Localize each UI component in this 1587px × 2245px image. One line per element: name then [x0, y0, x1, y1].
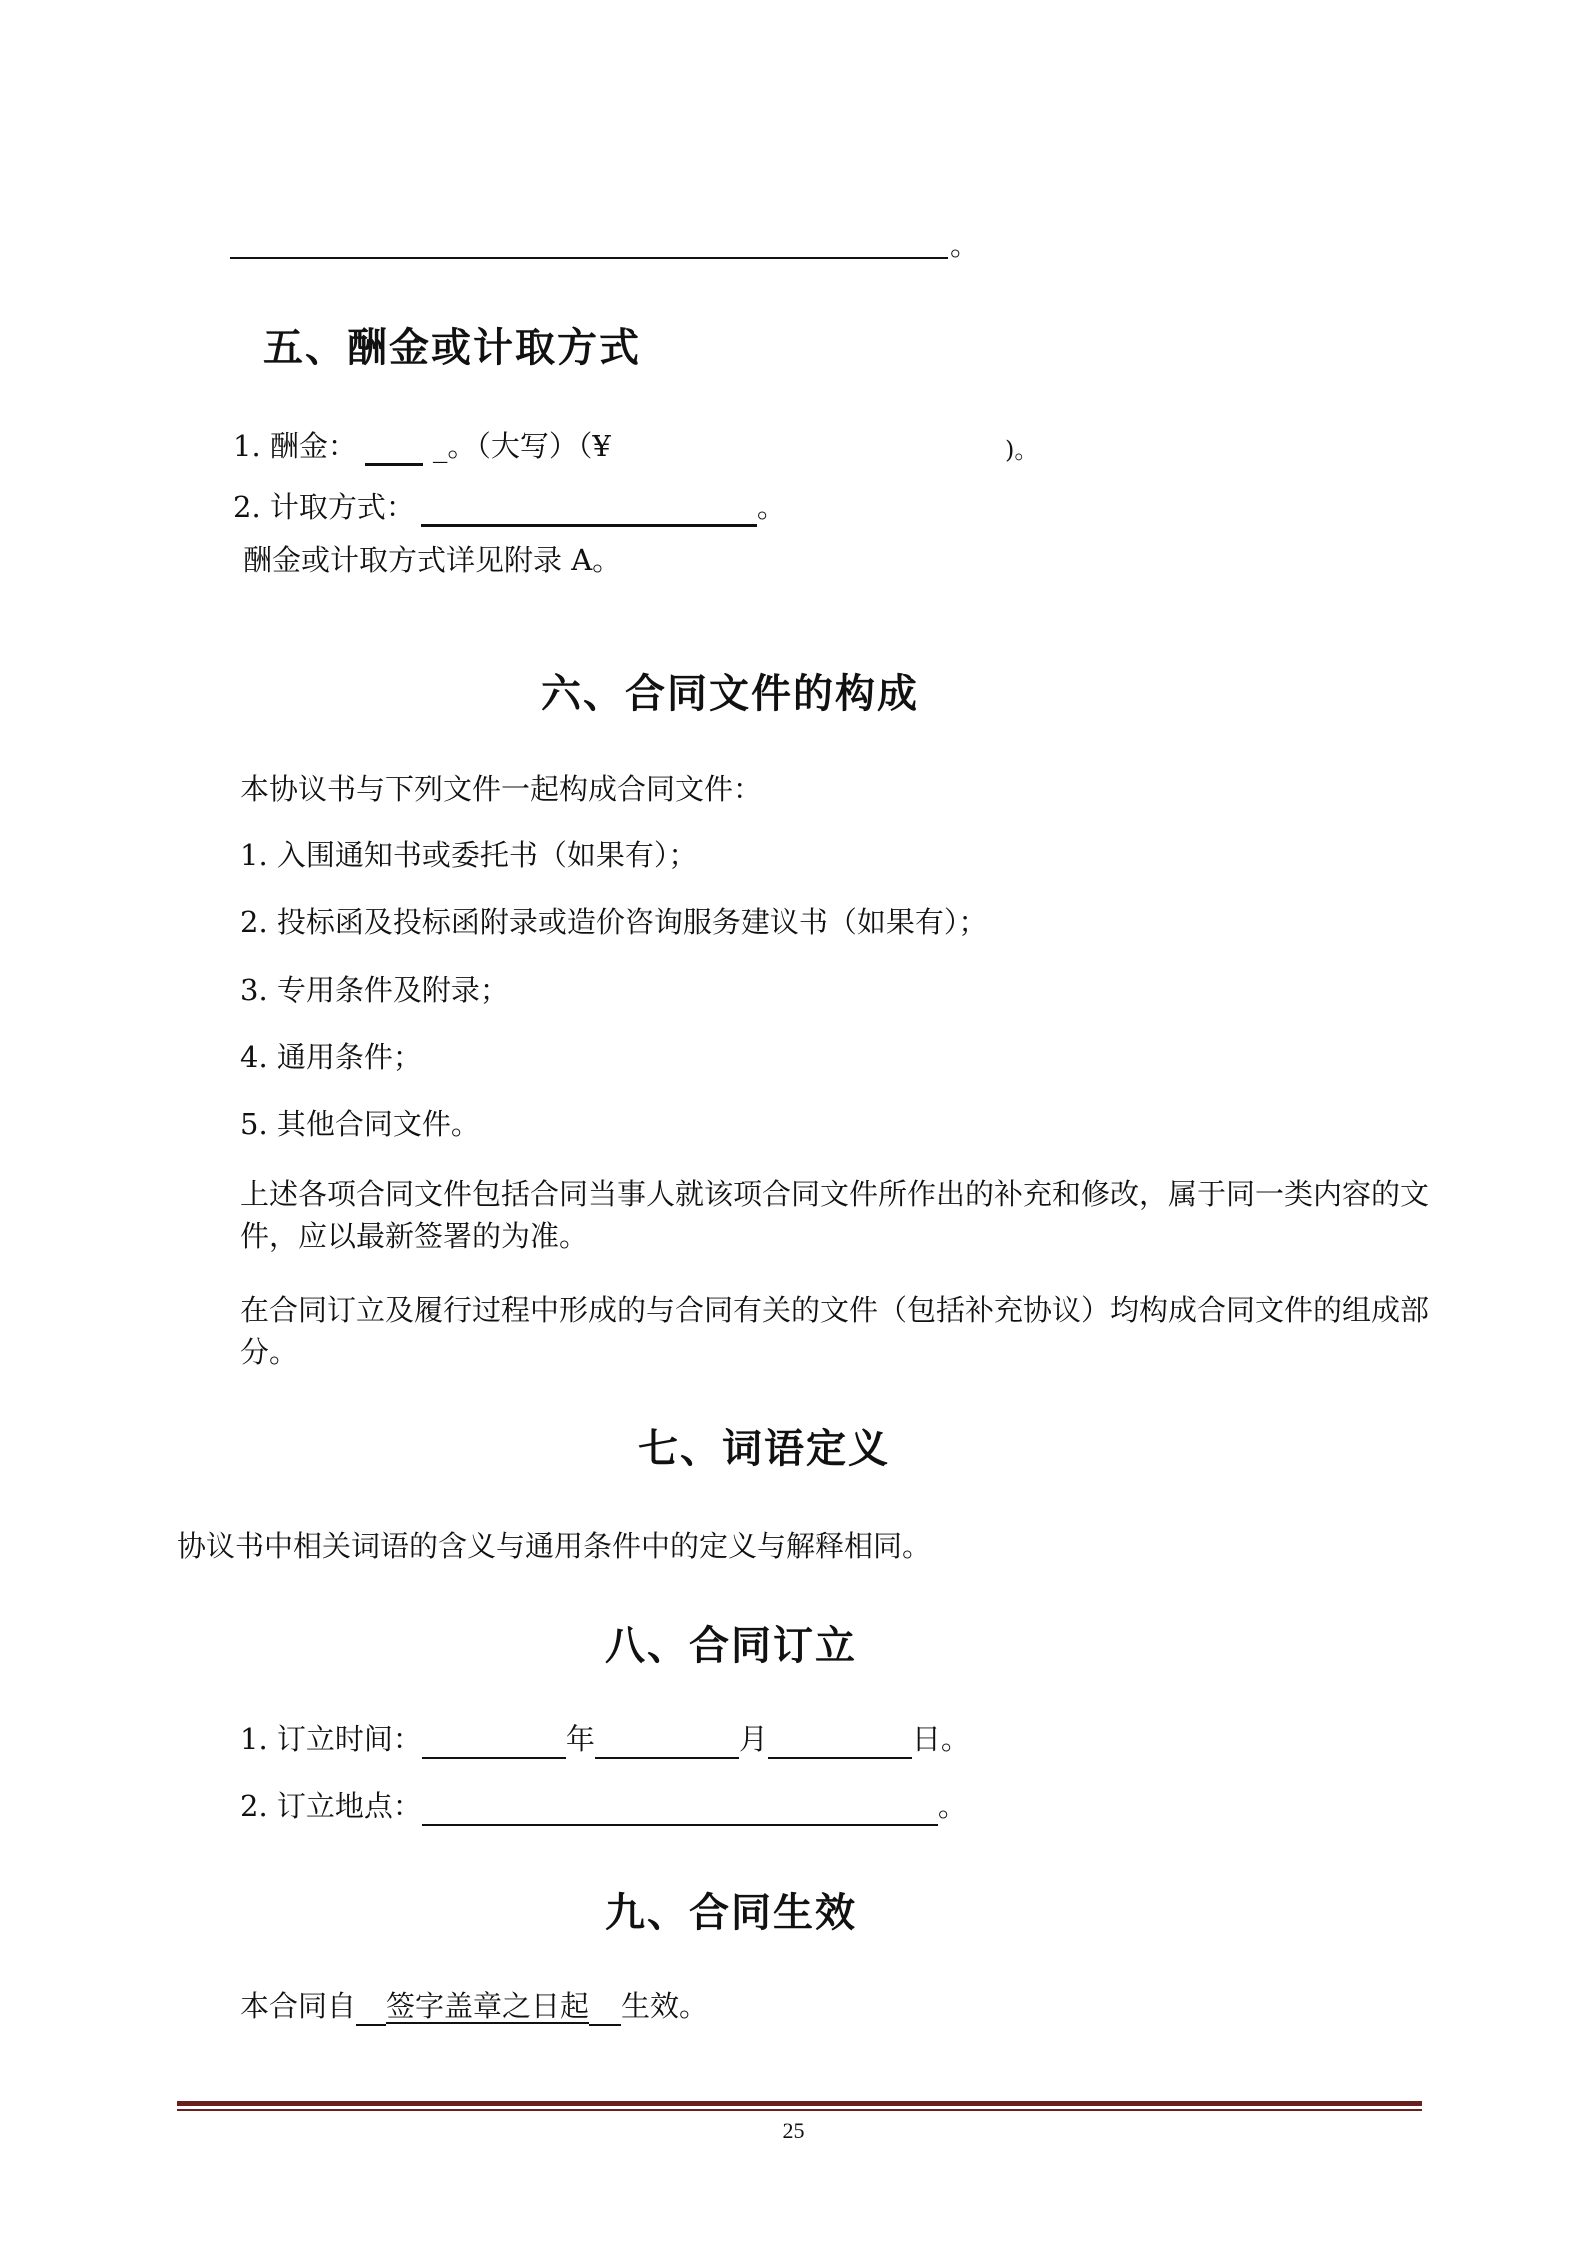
page-number: 25: [782, 2118, 805, 2143]
blank-line-top: [230, 257, 948, 259]
signing-month-label: 月: [738, 1722, 768, 1756]
section-nine-title: 九、合同生效: [605, 1890, 857, 1936]
remuneration-line: [233, 426, 611, 466]
effectiveness-prefix: 本合同自: [240, 1989, 357, 2023]
effectiveness-line: [240, 1986, 708, 2026]
contract-docs-intro: 本协议书与下列文件一起构成合同文件：: [240, 772, 763, 806]
contract-doc-item-1: 1. 入围通知书或委托书（如果有）；: [240, 838, 698, 872]
signing-day-label: 日。: [911, 1722, 970, 1756]
definitions-text: 协议书中相关词语的含义与通用条件中的定义与解释相同。: [177, 1529, 932, 1563]
section-six-title: 六、合同文件的构成: [541, 671, 919, 717]
remuneration-end: )。: [1005, 436, 1039, 464]
contract-doc-item-5: 5. 其他合同文件。: [240, 1107, 480, 1141]
contract-doc-item-2: 2. 投标函及投标函附录或造价咨询服务建议书（如果有）；: [240, 905, 988, 939]
signing-date-label: 1. 订立时间：: [240, 1722, 422, 1756]
effectiveness-condition: 签字盖章之日起: [386, 1989, 590, 2023]
remuneration-label: 1. 酬金：: [233, 429, 357, 463]
signing-month-blank: [595, 1725, 739, 1759]
calculation-method-end: 。: [756, 490, 786, 524]
effectiveness-suffix: 生效。: [621, 1989, 709, 2023]
signing-year-blank: [422, 1725, 566, 1759]
effectiveness-pad-right: [589, 1994, 621, 2026]
section-five-title: 五、酬金或计取方式: [263, 325, 641, 371]
signing-place-end: 。: [937, 1789, 967, 1823]
calculation-method-line: [233, 487, 786, 527]
calculation-method-blank: [421, 492, 757, 527]
signing-day-blank: [768, 1725, 912, 1759]
signing-place-line: [240, 1786, 967, 1826]
blank-line-top-end: 。: [950, 228, 980, 262]
calculation-method-label: 2. 计取方式：: [233, 490, 415, 524]
signing-date-line: [240, 1719, 970, 1759]
remuneration-uppercase-label: _。（大写）（¥: [432, 429, 611, 463]
remuneration-note: 酬金或计取方式详见附录 A。: [243, 543, 622, 577]
contract-docs-paragraph-1: 上述各项合同文件包括合同当事人就该项合同文件所作出的补充和修改，属于同一类内容的文件，应以最新签署的为准。: [240, 1177, 1430, 1253]
contract-docs-paragraph-2: 在合同订立及履行过程中形成的与合同有关的文件（包括补充协议）均构成合同文件的组成部分。: [240, 1293, 1430, 1369]
signing-place-blank: [422, 1792, 938, 1826]
section-eight-title: 八、合同订立: [605, 1623, 857, 1669]
contract-doc-item-3: 3. 专用条件及附录；: [240, 973, 509, 1007]
contract-doc-item-4: 4. 通用条件；: [240, 1040, 422, 1074]
effectiveness-pad-left: [356, 1994, 386, 2026]
signing-year-label: 年: [565, 1722, 595, 1756]
remuneration-blank: [365, 431, 423, 466]
section-seven-title: 七、词语定义: [638, 1426, 890, 1472]
footer-divider: [177, 2101, 1422, 2111]
signing-place-label: 2. 订立地点：: [240, 1789, 422, 1823]
